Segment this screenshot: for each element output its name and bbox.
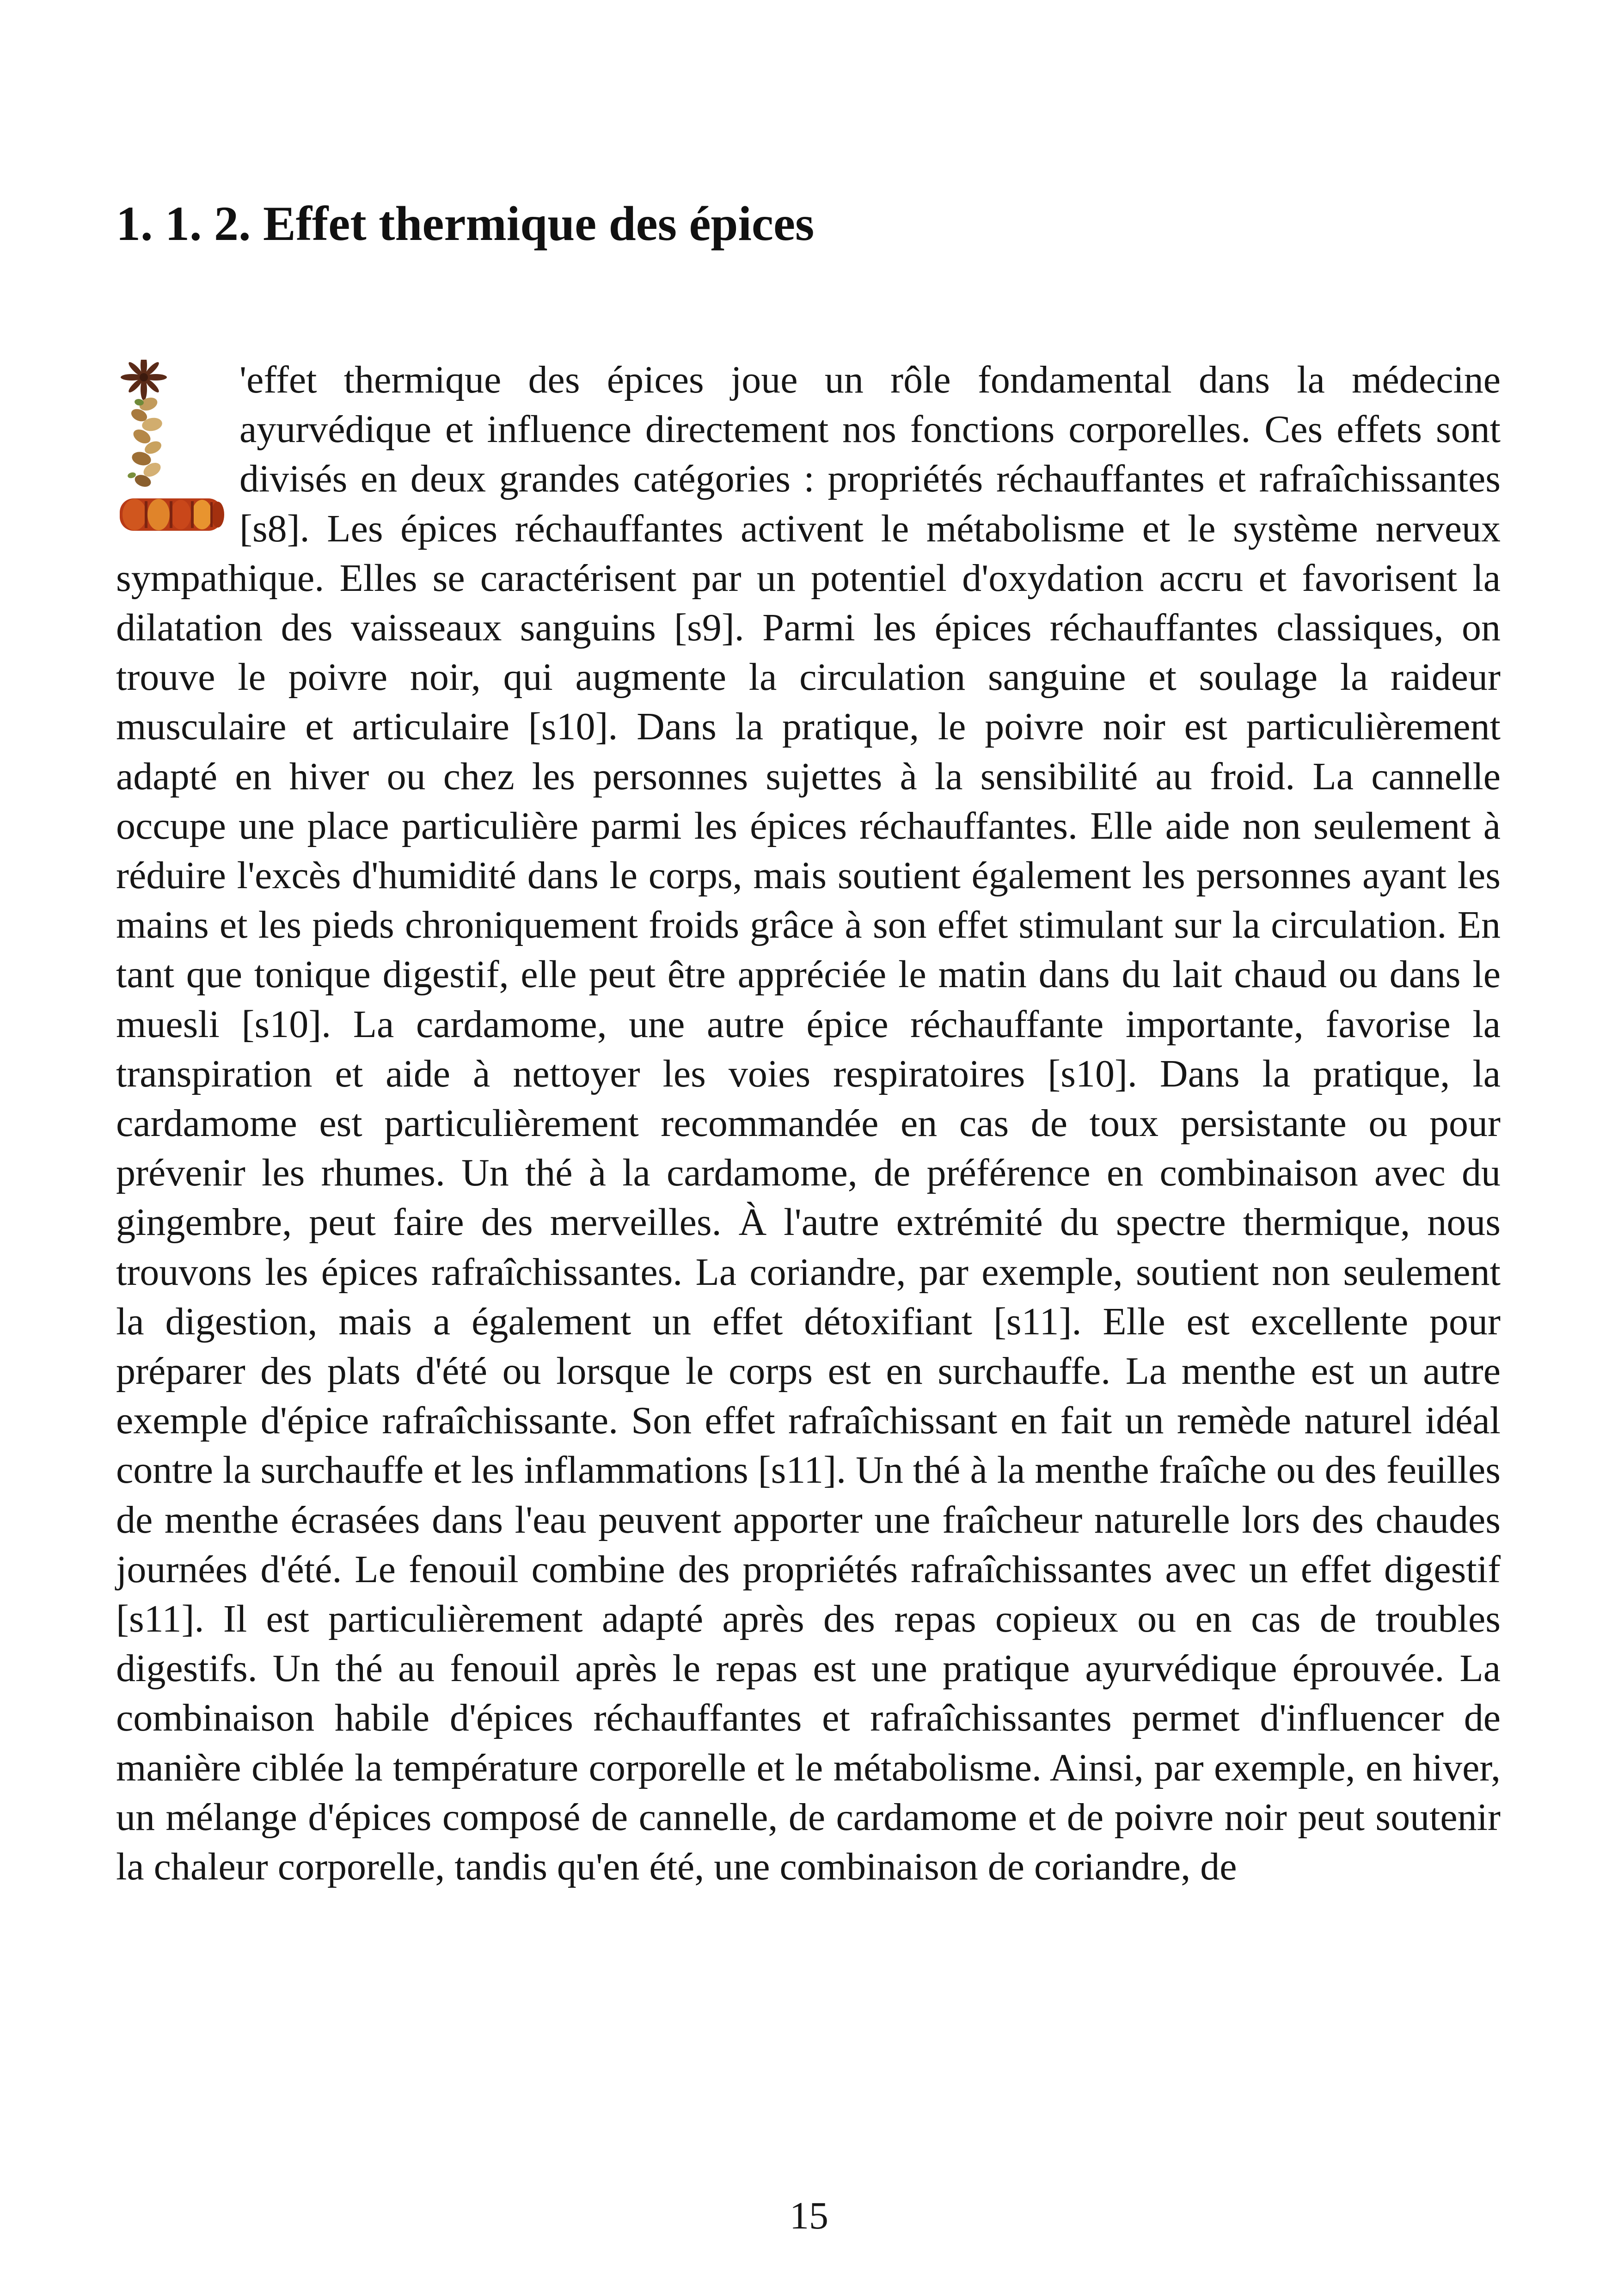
seeds-stroke-icon: [127, 395, 164, 489]
section-heading: 1. 1. 2. Effet thermique des épices: [116, 196, 815, 251]
spice-letter-l-icon: [116, 360, 227, 545]
page-number: 15: [790, 2194, 828, 2237]
dropcap-graphic: [116, 360, 227, 545]
body-paragraph: [116, 355, 1501, 1891]
chilli-base-icon: [120, 498, 224, 531]
star-anise-icon: [121, 360, 167, 400]
body-text: 'effet thermique des épices joue un rôle fondamental dans la médecine ayurvédique et influence directement nos fonctions corporelles. Ces effets sont divisés en deux grandes catégories : propriétés réchauffantes et rafraîchissantes [s8]. Les épices réchauffantes activent le métabolisme et le système nerveux sympathique. Elles se caractérisent par un potentiel d'oxydation accru et favorisent la dilatation des vaisseaux sanguins [s9]. Parmi les épices réchauffantes classiques, on trouve le poivre noir, qui augmente la circulation sanguine et soulage la raideur musculaire et articulaire [s10]. Dans la pratique, le poivre noir est particulièrement adapté en hiver ou chez les personnes sujettes à la sensibilité au froid. La cannelle occupe une place particulière parmi les épices réchauffantes. Elle aide non seulement à réduire l'excès d'humidité dans le corps, mais soutient également les personnes ayant les mains et les pieds chroniquement froids grâce à son effet stimulant sur la circulation. En tant que tonique digestif, elle peut être appréciée le matin dans du lait chaud ou dans le muesli [s10]. La cardamome, une autre épice réchauffante importante, favorise la transpiration et aide à nettoyer les voies respiratoires [s10]. Dans la pratique, la cardamome est particulièrement recommandée en cas de toux persistante ou pour prévenir les rhumes. Un thé à la cardamome, de préférence en combinaison avec du gingembre, peut faire des merveilles. À l'autre extrémité du spectre thermique, nous trouvons les épices rafraîchissantes. La coriandre, par exemple, soutient non seulement la digestion, mais a également un effet détoxifiant [s11]. Elle est excellente pour préparer des plats d'été ou lorsque le corps est en surchauffe. La menthe est un autre exemple d'épice rafraîchissante. Son effet rafraîchissant en fait un remède naturel idéal contre la surchauffe et les inflammations [s11]. Un thé à la menthe fraîche ou des feuilles de menthe écrasées dans l'eau peuvent apporter une fraîcheur naturelle lors des chaudes journées d'été. Le fenouil combine des propriétés rafraîchissantes avec un effet digestif [s11]. Il est particulièrement adapté après des repas copieux ou en cas de troubles digestifs. Un thé au fenouil après le repas est une pratique ayurvédique éprouvée. La combinaison habile d'épices réchauffantes et rafraîchissantes permet d'influencer de manière ciblée la température corporelle et le métabolisme. Ainsi, par exemple, en hiver, un mélange d'épices composé de cannelle, de cardamome et de poivre noir peut soutenir la chaleur corporelle, tandis qu'en été, une combinaison de coriandre, de: [116, 358, 1501, 1889]
